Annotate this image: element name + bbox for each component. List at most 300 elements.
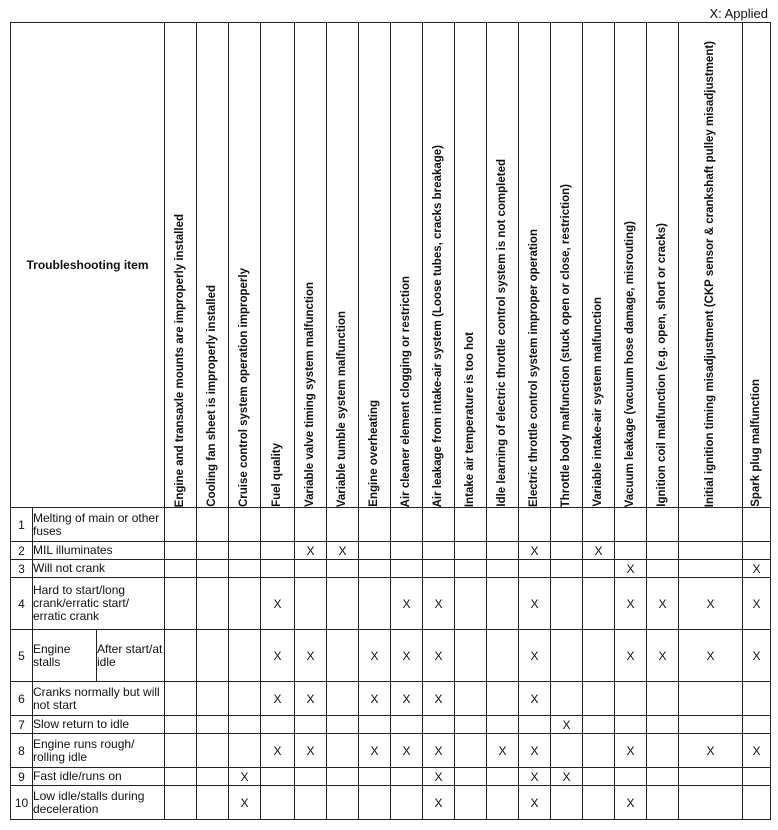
applied-mark: X xyxy=(658,648,667,663)
mark-cell xyxy=(229,542,261,560)
column-header-6 xyxy=(327,23,359,508)
mark-cell xyxy=(583,786,615,820)
mark-cell xyxy=(391,768,423,786)
mark-cell xyxy=(391,560,423,578)
table-body xyxy=(11,508,771,820)
column-header-label: Cooling fan sheet is improperly installed xyxy=(206,285,218,507)
column-header-16 xyxy=(647,23,679,508)
mark-cell xyxy=(679,542,743,560)
mark-cell xyxy=(551,734,583,768)
column-header-label: Idle learning of electric throttle control system is not completed xyxy=(496,159,508,507)
mark-cell xyxy=(679,682,743,716)
column-header-label: Electric throttle control system improper operation xyxy=(528,229,540,507)
mark-cell xyxy=(295,630,327,682)
row-number: 6 xyxy=(11,682,33,716)
mark-cell xyxy=(647,508,679,542)
mark-cell xyxy=(261,560,295,578)
mark-cell xyxy=(165,786,197,820)
mark-cell xyxy=(743,734,771,768)
applied-mark: X xyxy=(434,769,443,784)
mark-cell xyxy=(519,578,551,630)
mark-cell xyxy=(261,508,295,542)
mark-cell xyxy=(295,682,327,716)
row-number: 9 xyxy=(11,768,33,786)
mark-cell xyxy=(487,542,519,560)
applied-mark: X xyxy=(402,648,411,663)
column-header-label: Variable intake-air system malfunction xyxy=(592,297,604,507)
mark-cell xyxy=(455,508,487,542)
mark-cell xyxy=(647,542,679,560)
mark-cell xyxy=(551,786,583,820)
column-header-9 xyxy=(423,23,455,508)
applied-mark: X xyxy=(594,543,603,558)
row-item-label: Cranks normally but will not start xyxy=(33,682,165,716)
mark-cell xyxy=(679,508,743,542)
mark-cell xyxy=(423,578,455,630)
mark-cell xyxy=(743,768,771,786)
mark-cell xyxy=(261,768,295,786)
applied-mark: X xyxy=(706,596,715,611)
mark-cell xyxy=(197,734,229,768)
mark-cell xyxy=(261,578,295,630)
mark-cell xyxy=(359,682,391,716)
mark-cell xyxy=(197,560,229,578)
table-row xyxy=(11,716,771,734)
mark-cell xyxy=(647,682,679,716)
mark-cell xyxy=(551,630,583,682)
mark-cell xyxy=(647,578,679,630)
mark-cell xyxy=(359,716,391,734)
mark-cell xyxy=(423,630,455,682)
mark-cell xyxy=(261,716,295,734)
mark-cell xyxy=(583,768,615,786)
mark-cell xyxy=(423,682,455,716)
column-header-3 xyxy=(229,23,261,508)
applied-mark: X xyxy=(434,648,443,663)
mark-cell xyxy=(165,716,197,734)
mark-cell xyxy=(391,716,423,734)
mark-cell xyxy=(229,734,261,768)
mark-cell xyxy=(487,578,519,630)
applied-mark: X xyxy=(370,648,379,663)
applied-mark: X xyxy=(240,769,249,784)
mark-cell xyxy=(519,560,551,578)
applied-mark: X xyxy=(626,743,635,758)
applied-mark: X xyxy=(306,648,315,663)
mark-cell xyxy=(261,734,295,768)
mark-cell xyxy=(295,508,327,542)
applied-mark: X xyxy=(530,596,539,611)
applied-mark: X xyxy=(434,743,443,758)
mark-cell xyxy=(197,716,229,734)
mark-cell xyxy=(295,768,327,786)
row-item-label: Melting of main or other fuses xyxy=(33,508,165,542)
mark-cell xyxy=(551,716,583,734)
row-number: 1 xyxy=(11,508,33,542)
row-number: 10 xyxy=(11,786,33,820)
mark-cell xyxy=(743,578,771,630)
column-header-2 xyxy=(197,23,229,508)
table-row xyxy=(11,734,771,768)
mark-cell xyxy=(519,542,551,560)
mark-cell xyxy=(423,560,455,578)
mark-cell xyxy=(455,630,487,682)
mark-cell xyxy=(455,716,487,734)
troubleshooting-item-header: Troubleshooting item xyxy=(11,23,165,508)
column-header-label: Air leakage from intake-air system (Loose tubes, cracks breakage) xyxy=(432,144,444,507)
column-header-label: Fuel quality xyxy=(271,443,283,507)
mark-cell xyxy=(295,786,327,820)
table-row xyxy=(11,630,771,682)
mark-cell xyxy=(583,682,615,716)
mark-cell xyxy=(455,768,487,786)
mark-cell xyxy=(551,578,583,630)
mark-cell xyxy=(295,716,327,734)
mark-cell xyxy=(487,560,519,578)
mark-cell xyxy=(391,734,423,768)
mark-cell xyxy=(327,716,359,734)
mark-cell xyxy=(551,542,583,560)
mark-cell xyxy=(165,682,197,716)
mark-cell xyxy=(359,560,391,578)
table-row xyxy=(11,786,771,820)
applied-mark: X xyxy=(434,691,443,706)
mark-cell xyxy=(615,768,647,786)
mark-cell xyxy=(359,578,391,630)
mark-cell xyxy=(519,682,551,716)
mark-cell xyxy=(295,560,327,578)
applied-mark: X xyxy=(402,743,411,758)
applied-mark: X xyxy=(626,561,635,576)
legend-note: X: Applied xyxy=(709,6,768,21)
applied-mark: X xyxy=(273,648,282,663)
mark-cell xyxy=(583,578,615,630)
mark-cell xyxy=(583,716,615,734)
mark-cell xyxy=(391,786,423,820)
mark-cell xyxy=(359,786,391,820)
mark-cell xyxy=(519,734,551,768)
row-item-label: Will not crank xyxy=(33,560,165,578)
mark-cell xyxy=(551,768,583,786)
mark-cell xyxy=(487,508,519,542)
column-header-12 xyxy=(519,23,551,508)
column-header-1 xyxy=(165,23,197,508)
mark-cell xyxy=(743,542,771,560)
mark-cell xyxy=(647,734,679,768)
mark-cell xyxy=(519,630,551,682)
column-header-label: Cruise control system operation improperly xyxy=(238,267,250,507)
column-header-label: Variable valve timing system malfunction xyxy=(304,282,316,507)
mark-cell xyxy=(295,734,327,768)
mark-cell xyxy=(615,786,647,820)
mark-cell xyxy=(261,542,295,560)
applied-mark: X xyxy=(306,543,315,558)
troubleshooting-table xyxy=(10,22,771,820)
applied-mark: X xyxy=(626,596,635,611)
row-item-label: Low idle/stalls during deceleration xyxy=(33,786,165,820)
mark-cell xyxy=(647,786,679,820)
mark-cell xyxy=(615,682,647,716)
row-item-label: Engine stalls xyxy=(33,630,97,682)
mark-cell xyxy=(229,716,261,734)
mark-cell xyxy=(229,786,261,820)
row-sub-label: After start/at idle xyxy=(97,630,165,682)
applied-mark: X xyxy=(530,648,539,663)
mark-cell xyxy=(197,508,229,542)
applied-mark: X xyxy=(273,691,282,706)
mark-cell xyxy=(743,630,771,682)
row-number: 2 xyxy=(11,542,33,560)
mark-cell xyxy=(743,508,771,542)
mark-cell xyxy=(647,560,679,578)
column-header-8 xyxy=(391,23,423,508)
applied-mark: X xyxy=(752,596,761,611)
table-row xyxy=(11,560,771,578)
mark-cell xyxy=(551,508,583,542)
mark-cell xyxy=(487,786,519,820)
mark-cell xyxy=(197,682,229,716)
applied-mark: X xyxy=(370,743,379,758)
applied-mark: X xyxy=(530,795,539,810)
mark-cell xyxy=(583,542,615,560)
mark-cell xyxy=(391,542,423,560)
mark-cell xyxy=(391,682,423,716)
mark-cell xyxy=(229,768,261,786)
mark-cell xyxy=(261,682,295,716)
mark-cell xyxy=(743,786,771,820)
mark-cell xyxy=(647,768,679,786)
mark-cell xyxy=(165,630,197,682)
mark-cell xyxy=(583,508,615,542)
table-row xyxy=(11,508,771,542)
mark-cell xyxy=(615,508,647,542)
mark-cell xyxy=(487,682,519,716)
row-number: 8 xyxy=(11,734,33,768)
mark-cell xyxy=(197,786,229,820)
column-header-14 xyxy=(583,23,615,508)
mark-cell xyxy=(679,560,743,578)
mark-cell xyxy=(423,786,455,820)
mark-cell xyxy=(391,630,423,682)
mark-cell xyxy=(519,768,551,786)
mark-cell xyxy=(583,630,615,682)
mark-cell xyxy=(261,786,295,820)
column-header-label: Spark plug malfunction xyxy=(750,379,762,507)
applied-mark: X xyxy=(370,691,379,706)
mark-cell xyxy=(327,786,359,820)
applied-mark: X xyxy=(240,795,249,810)
column-header-4 xyxy=(261,23,295,508)
mark-cell xyxy=(359,630,391,682)
mark-cell xyxy=(197,630,229,682)
row-number: 4 xyxy=(11,578,33,630)
applied-mark: X xyxy=(562,717,571,732)
mark-cell xyxy=(455,786,487,820)
mark-cell xyxy=(455,682,487,716)
table-row xyxy=(11,578,771,630)
mark-cell xyxy=(261,630,295,682)
mark-cell xyxy=(487,716,519,734)
applied-mark: X xyxy=(402,596,411,611)
applied-mark: X xyxy=(434,596,443,611)
column-header-13 xyxy=(551,23,583,508)
applied-mark: X xyxy=(338,543,347,558)
mark-cell xyxy=(391,508,423,542)
mark-cell xyxy=(295,542,327,560)
mark-cell xyxy=(743,716,771,734)
mark-cell xyxy=(197,578,229,630)
mark-cell xyxy=(229,578,261,630)
mark-cell xyxy=(519,508,551,542)
applied-mark: X xyxy=(626,648,635,663)
mark-cell xyxy=(551,560,583,578)
mark-cell xyxy=(583,560,615,578)
mark-cell xyxy=(423,768,455,786)
mark-cell xyxy=(327,560,359,578)
mark-cell xyxy=(487,630,519,682)
row-item-label: Slow return to idle xyxy=(33,716,165,734)
mark-cell xyxy=(295,578,327,630)
row-number: 3 xyxy=(11,560,33,578)
mark-cell xyxy=(165,508,197,542)
mark-cell xyxy=(423,734,455,768)
mark-cell xyxy=(455,560,487,578)
mark-cell xyxy=(679,716,743,734)
header-row xyxy=(11,23,771,508)
row-number: 5 xyxy=(11,630,33,682)
mark-cell xyxy=(615,716,647,734)
mark-cell xyxy=(229,682,261,716)
applied-mark: X xyxy=(530,743,539,758)
mark-cell xyxy=(327,682,359,716)
mark-cell xyxy=(743,682,771,716)
mark-cell xyxy=(487,768,519,786)
mark-cell xyxy=(327,542,359,560)
mark-cell xyxy=(615,542,647,560)
mark-cell xyxy=(327,630,359,682)
applied-mark: X xyxy=(530,691,539,706)
table-row xyxy=(11,542,771,560)
mark-cell xyxy=(165,578,197,630)
row-item-label: Fast idle/runs on xyxy=(33,768,165,786)
column-header-label: Variable tumble system malfunction xyxy=(336,310,348,507)
mark-cell xyxy=(391,578,423,630)
mark-cell xyxy=(327,508,359,542)
column-header-label: Vacuum leakage (vacuum hose damage, misrouting) xyxy=(624,220,636,507)
mark-cell xyxy=(327,578,359,630)
mark-cell xyxy=(679,786,743,820)
applied-mark: X xyxy=(273,743,282,758)
mark-cell xyxy=(229,508,261,542)
column-header-label: Intake air temperature is too hot xyxy=(464,331,476,507)
mark-cell xyxy=(423,542,455,560)
mark-cell xyxy=(229,630,261,682)
applied-mark: X xyxy=(498,743,507,758)
mark-cell xyxy=(519,716,551,734)
column-header-label: Initial ignition timing misadjustment (CKP sensor & crankshaft pulley misadjustment) xyxy=(704,40,716,507)
applied-mark: X xyxy=(306,743,315,758)
row-item-label: Engine runs rough/ rolling idle xyxy=(33,734,165,768)
mark-cell xyxy=(423,508,455,542)
mark-cell xyxy=(165,768,197,786)
mark-cell xyxy=(679,578,743,630)
applied-mark: X xyxy=(626,795,635,810)
applied-mark: X xyxy=(273,596,282,611)
applied-mark: X xyxy=(402,691,411,706)
column-header-label: Engine overheating xyxy=(368,400,380,507)
column-header-18 xyxy=(743,23,771,508)
mark-cell xyxy=(615,630,647,682)
applied-mark: X xyxy=(530,543,539,558)
column-header-label: Throttle body malfunction (stuck open or close, restriction) xyxy=(560,183,572,507)
mark-cell xyxy=(679,734,743,768)
column-header-7 xyxy=(359,23,391,508)
mark-cell xyxy=(165,734,197,768)
mark-cell xyxy=(327,768,359,786)
applied-mark: X xyxy=(658,596,667,611)
column-header-10 xyxy=(455,23,487,508)
row-item-label: MIL illuminates xyxy=(33,542,165,560)
applied-mark: X xyxy=(530,769,539,784)
column-header-15 xyxy=(615,23,647,508)
mark-cell xyxy=(615,560,647,578)
mark-cell xyxy=(455,734,487,768)
applied-mark: X xyxy=(752,743,761,758)
mark-cell xyxy=(615,578,647,630)
mark-cell xyxy=(359,734,391,768)
mark-cell xyxy=(229,560,261,578)
mark-cell xyxy=(359,542,391,560)
mark-cell xyxy=(647,630,679,682)
mark-cell xyxy=(359,768,391,786)
mark-cell xyxy=(679,768,743,786)
mark-cell xyxy=(551,682,583,716)
mark-cell xyxy=(679,630,743,682)
table-row xyxy=(11,768,771,786)
row-item-label: Hard to start/long crank/erratic start/ erratic crank xyxy=(33,578,165,630)
mark-cell xyxy=(455,578,487,630)
mark-cell xyxy=(519,786,551,820)
mark-cell xyxy=(197,542,229,560)
row-number: 7 xyxy=(11,716,33,734)
column-header-5 xyxy=(295,23,327,508)
applied-mark: X xyxy=(306,691,315,706)
applied-mark: X xyxy=(434,795,443,810)
mark-cell xyxy=(165,542,197,560)
column-header-label: Air cleaner element clogging or restriction xyxy=(400,275,412,507)
column-header-11 xyxy=(487,23,519,508)
applied-mark: X xyxy=(562,769,571,784)
column-header-17 xyxy=(679,23,743,508)
mark-cell xyxy=(455,542,487,560)
mark-cell xyxy=(743,560,771,578)
table-row xyxy=(11,682,771,716)
mark-cell xyxy=(327,734,359,768)
mark-cell xyxy=(423,716,455,734)
mark-cell xyxy=(197,768,229,786)
mark-cell xyxy=(647,716,679,734)
applied-mark: X xyxy=(706,648,715,663)
applied-mark: X xyxy=(706,743,715,758)
mark-cell xyxy=(359,508,391,542)
applied-mark: X xyxy=(752,561,761,576)
mark-cell xyxy=(165,560,197,578)
mark-cell xyxy=(583,734,615,768)
mark-cell xyxy=(487,734,519,768)
column-header-label: Ignition coil malfunction (e.g. open, short or cracks) xyxy=(656,223,668,507)
column-header-label: Engine and transaxle mounts are improperly installed xyxy=(174,213,186,507)
applied-mark: X xyxy=(752,648,761,663)
